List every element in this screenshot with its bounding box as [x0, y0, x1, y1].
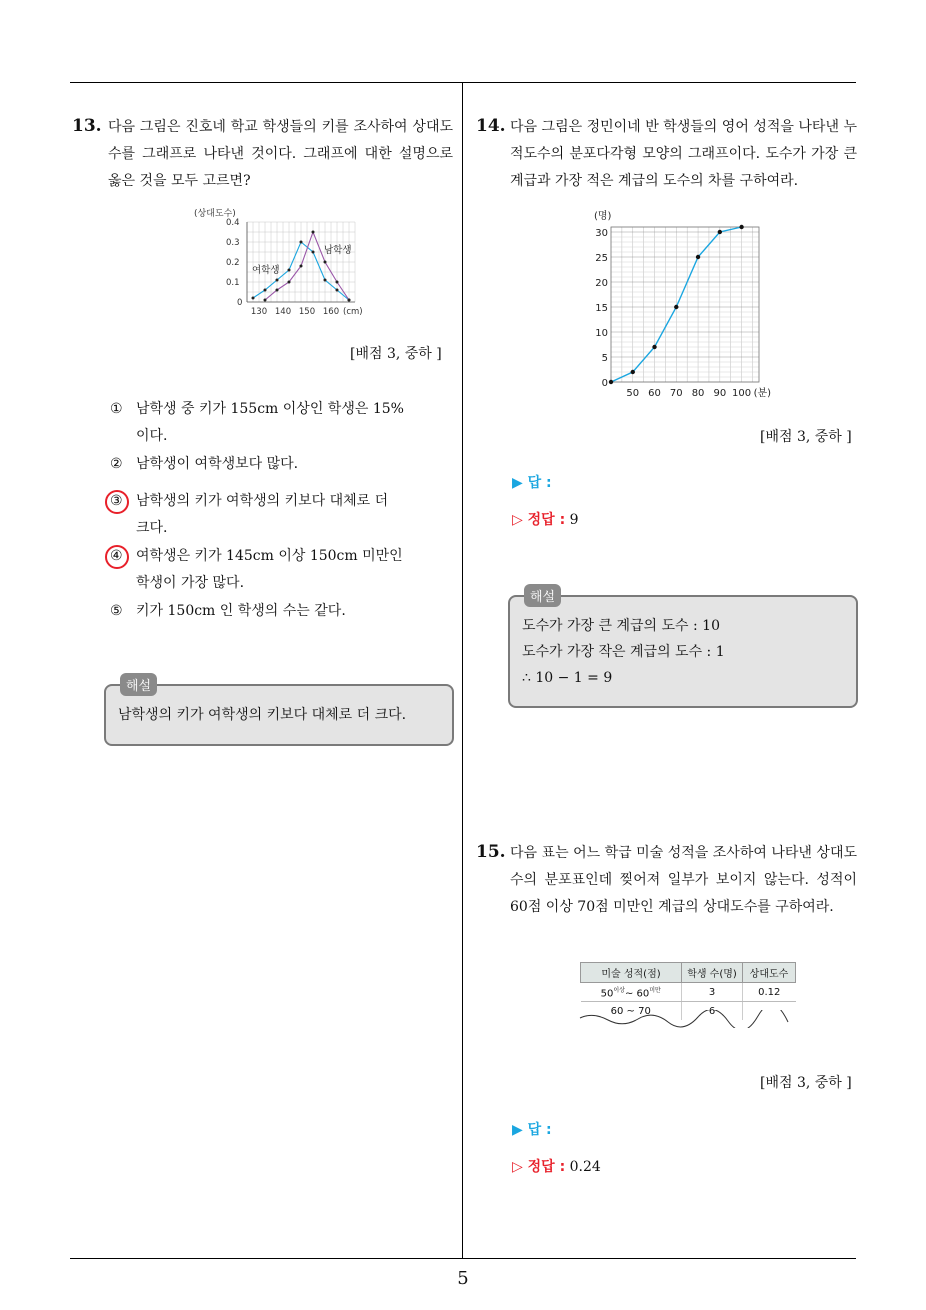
q13-explanation-tab: 해설: [120, 673, 157, 696]
y-tick-label: 0: [601, 378, 608, 389]
y-axis-label: (명): [594, 211, 612, 222]
y-tick-label: 25: [595, 253, 608, 264]
answer-label: ▶ 답 :: [512, 475, 552, 491]
y-tick-label: 15: [595, 303, 608, 314]
option-mark: ⑤: [110, 603, 123, 619]
y-axis-label: (상대도수): [194, 209, 236, 219]
selected-circle-4: [105, 545, 129, 569]
table-row: [581, 983, 796, 1002]
explanation-line: ∴ 10 − 1 = 9: [522, 670, 613, 686]
chart2-grid: [611, 227, 759, 382]
option-text: 키가 150cm 인 학생의 수는 같다.: [136, 603, 346, 619]
y-tick-label: 10: [595, 328, 608, 339]
x-tick-label: 160: [322, 307, 340, 317]
option-text: 남학생 중 키가 155cm 이상인 학생은 15%: [136, 401, 404, 417]
y-tick-label: 30: [595, 228, 608, 239]
q15-answer-row[interactable]: [512, 1119, 552, 1139]
option-mark: ①: [110, 401, 123, 417]
q14-text: 다음 그림은 정민이네 반 학생들의 영어 성적을 나타낸 누적도수의 분포다각형 모양의 그래프이다. 도수가 가장 큰 계급과 가장 적은 계급의 도수의 차를 구하여라.: [510, 119, 857, 189]
table-header: 상대도수: [743, 963, 796, 983]
key-value: 9: [569, 512, 579, 528]
q13-option-2[interactable]: [110, 451, 298, 478]
data-point: [288, 281, 291, 284]
table-cell: 3: [682, 983, 743, 1002]
q13-text: 다음 그림은 진호네 학교 학생들의 키를 조사하여 상대도수를 그래프로 나타낸 것이다. 그래프에 대한 설명으로 옳은 것을 모두 고르면?: [108, 119, 453, 189]
data-point: [252, 297, 255, 300]
option-mark: ③: [110, 493, 123, 509]
y-tick-label: 0.2: [226, 258, 240, 268]
data-point: [264, 299, 267, 302]
legend-female: 여학생: [252, 265, 280, 276]
x-tick-label: 130: [250, 307, 268, 317]
q15-number: 15.: [476, 842, 506, 862]
x-tick-label: 100: [732, 388, 752, 399]
bottom-rule: [70, 1258, 856, 1259]
data-point: [312, 251, 315, 254]
selected-circle-3: [105, 490, 129, 514]
option-text-cont: 이다.: [136, 428, 168, 444]
option-text-cont: 크다.: [136, 520, 168, 536]
data-point: [312, 231, 315, 234]
option-text: 남학생의 키가 여학생의 키보다 대체로 더: [136, 493, 389, 509]
chart1-grid: [247, 222, 355, 302]
q15-key-row: [512, 1156, 601, 1176]
legend-male: 남학생: [324, 245, 352, 256]
torn-edge: [578, 1010, 790, 1028]
q13-option-1[interactable]: [110, 396, 404, 450]
q13-option-5[interactable]: [110, 598, 346, 625]
y-tick-label: 0.3: [226, 238, 240, 248]
x-tick-label: 50: [626, 388, 640, 399]
explanation-line: 도수가 가장 작은 계급의 도수 : 1: [522, 644, 725, 660]
table-cell: 60 ~ 70: [610, 1005, 651, 1017]
option-text: 남학생이 여학생보다 많다.: [136, 456, 299, 472]
q13-option-3[interactable]: [110, 488, 388, 542]
data-point: [631, 370, 635, 374]
x-tick-label: 60: [648, 388, 661, 399]
data-point: [652, 345, 656, 349]
q13-score: [배점 3, 중하 ]: [350, 346, 442, 362]
data-point: [300, 265, 303, 268]
page-number: 5: [457, 1268, 469, 1289]
option-mark: ②: [110, 456, 123, 472]
answer-label: ▶ 답 :: [512, 1122, 552, 1138]
q14-score: [배점 3, 중하 ]: [760, 429, 852, 445]
data-point: [264, 289, 267, 292]
y-tick-label: 5: [601, 353, 608, 364]
y-tick-label: 20: [595, 278, 608, 289]
top-rule: [70, 82, 856, 83]
option-text: 여학생은 키가 145cm 이상 150cm 미만인: [136, 548, 403, 564]
x-tick-label: 80: [691, 388, 705, 399]
q14-answer-row[interactable]: [512, 472, 552, 492]
q15-text: 다음 표는 어느 학급 미술 성적을 조사하여 나타낸 상대도수의 분포표인데 찢어져 일부가 보이지 않는다. 성적이 60점 이상 70점 미만인 계급의 상대도수를 구하여라.: [510, 845, 857, 915]
q13-explanation: 남학생의 키가 여학생의 키보다 대체로 더 크다.: [118, 707, 407, 723]
chart2-labels: [594, 209, 771, 399]
table-cell: $50^{이상}\sim$ $60^{미만}$: [581, 983, 682, 1002]
data-point: [336, 281, 339, 284]
data-point: [739, 225, 743, 229]
q14-key-row: [512, 509, 579, 529]
explanation-line: 도수가 가장 큰 계급의 도수 : 10: [522, 618, 720, 634]
q14-explanation-box: [508, 595, 858, 708]
table-header: 미술 성적(점): [581, 963, 682, 983]
height-relative-frequency-chart: [190, 205, 380, 325]
q14-explanation-tab: 해설: [524, 584, 561, 607]
q14-number: 14.: [476, 116, 506, 136]
q13-option-4[interactable]: [110, 543, 403, 597]
data-point: [324, 261, 327, 264]
data-point: [609, 380, 613, 384]
x-tick-label: 90: [713, 388, 727, 399]
table-header: 학생 수(명): [682, 963, 743, 983]
q13-explanation-box: [104, 684, 454, 746]
data-point: [336, 289, 339, 292]
x-unit-label: (분): [753, 388, 772, 399]
x-tick-label: 140: [274, 307, 292, 317]
data-point: [324, 279, 327, 282]
key-label: ▷ 정답 :: [512, 512, 566, 528]
data-point: [718, 230, 722, 234]
key-label: ▷ 정답 :: [512, 1159, 566, 1175]
x-tick-label: 70: [669, 388, 683, 399]
column-divider: [462, 82, 463, 1258]
data-point: [300, 241, 303, 244]
q14-explanation: [522, 613, 725, 691]
data-point: [696, 255, 700, 259]
data-point: [276, 279, 279, 282]
data-point: [276, 289, 279, 292]
key-value: 0.24: [569, 1159, 601, 1175]
y-tick-label: 0.1: [226, 278, 240, 288]
y-tick-label: 0: [237, 298, 243, 308]
data-point: [348, 299, 351, 302]
data-point: [288, 269, 291, 272]
option-mark: ④: [110, 548, 123, 564]
data-point: [674, 305, 678, 309]
option-text-cont: 학생이 가장 많다.: [136, 575, 245, 591]
x-tick-label: 150: [298, 307, 316, 317]
y-tick-label: 0.4: [226, 218, 240, 228]
q13-number: 13.: [72, 116, 102, 136]
q15-score: [배점 3, 중하 ]: [760, 1075, 852, 1091]
table-cell: 0.12: [743, 983, 796, 1002]
x-unit-label: (cm): [343, 307, 363, 317]
table-cell: 6: [682, 1002, 743, 1021]
cumulative-frequency-chart: [588, 205, 778, 400]
